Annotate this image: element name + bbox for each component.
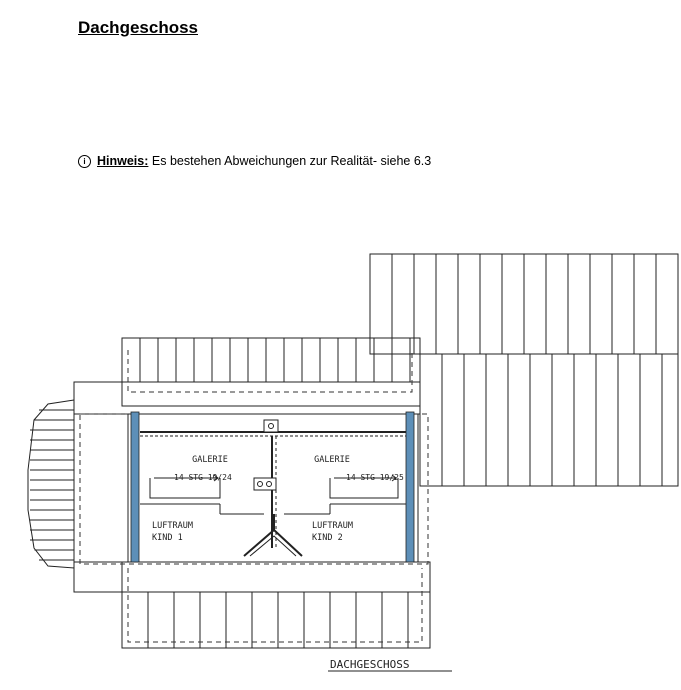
chimney xyxy=(264,420,278,432)
label-void-left-2: KIND 1 xyxy=(152,533,183,543)
eave-bottom xyxy=(74,562,430,592)
roof-bottom-stripes xyxy=(148,592,408,648)
label-void-right-2: KIND 2 xyxy=(312,533,343,543)
label-gallery-left: GALERIE xyxy=(192,455,228,465)
eave-top xyxy=(74,382,420,414)
insulation-wall-left xyxy=(131,412,139,562)
roof-right-lower xyxy=(420,354,678,486)
info-circle-icon: i xyxy=(78,155,91,168)
hint-text: Es bestehen Abweichungen zur Realität- siehe 6.3 xyxy=(151,154,432,168)
dashed-outline-bottom xyxy=(128,568,422,642)
label-gallery-right: GALERIE xyxy=(314,455,350,465)
label-stairs-right: 14 STG 19/25 xyxy=(346,473,404,482)
roof-left-bay xyxy=(28,400,74,568)
hint-label: Hinweis: xyxy=(97,154,149,168)
page-heading: Dachgeschoss xyxy=(78,18,198,37)
label-void-right-1: LUFTRAUM xyxy=(312,521,353,531)
dashed-outline-top xyxy=(128,350,412,392)
label-stairs-left: 14 STG 19/24 xyxy=(174,473,232,482)
insulation-wall-right xyxy=(406,412,414,562)
plan-caption: DACHGESCHOSS xyxy=(330,658,410,671)
roof-right-stripes xyxy=(392,254,662,486)
label-void-left-1: LUFTRAUM xyxy=(152,521,193,531)
roof-bottom-band xyxy=(122,562,430,648)
roof-top-band xyxy=(122,338,420,406)
roof-left-stripes xyxy=(30,410,74,560)
